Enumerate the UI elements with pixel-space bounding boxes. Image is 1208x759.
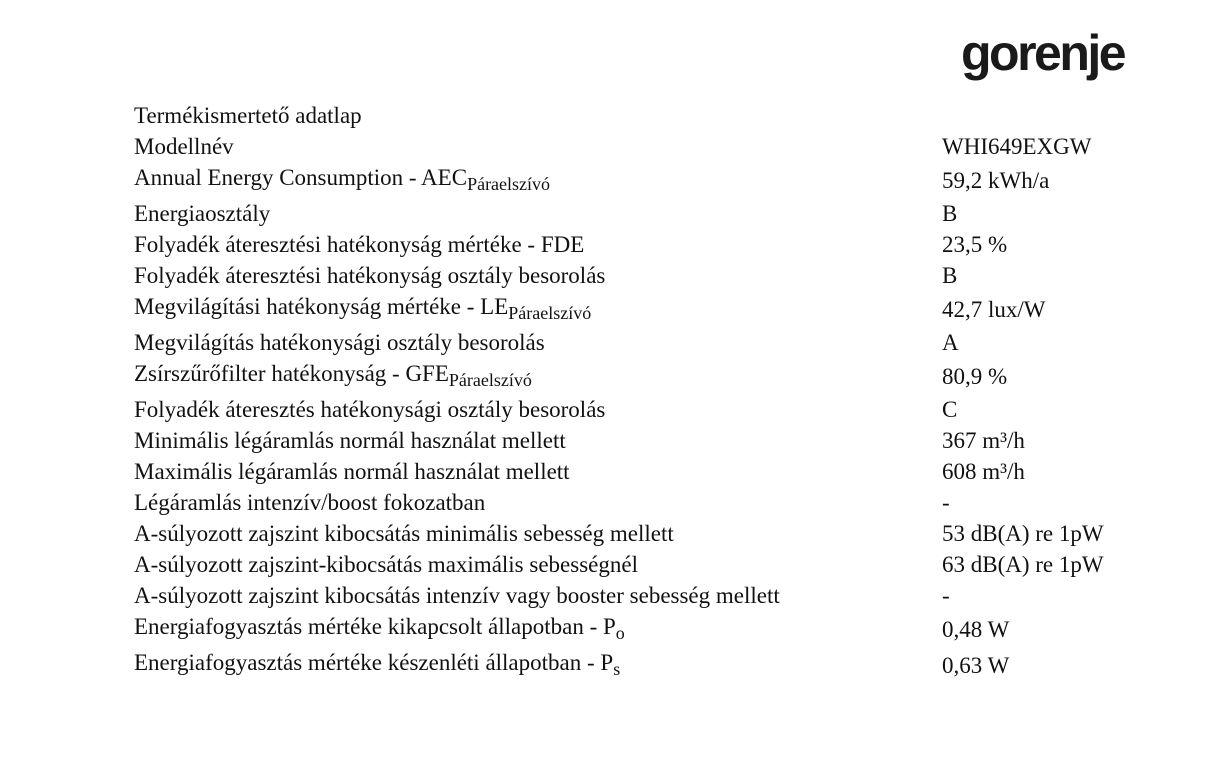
table-row <box>134 425 1174 456</box>
row-value: 53 dB(A) re 1pW <box>942 521 1104 546</box>
row-label <box>134 131 234 162</box>
row-value: - <box>942 583 950 608</box>
row-label-text: Folyadék áteresztés hatékonysági osztály besorolás <box>134 397 606 422</box>
table-row <box>134 198 1174 229</box>
row-value: 80,9 % <box>942 364 1008 389</box>
table-row <box>134 580 1174 611</box>
row-label <box>134 549 638 580</box>
table-row <box>134 327 1174 358</box>
row-value: - <box>942 490 950 515</box>
row-label <box>134 611 625 642</box>
row-value: 42,7 lux/W <box>942 297 1046 322</box>
table-row <box>134 647 1174 683</box>
brand-logo: gorenje <box>961 25 1125 81</box>
row-label-text: A-súlyozott zajszint kibocsátás minimális sebesség mellett <box>134 521 674 546</box>
row-value: B <box>942 201 958 226</box>
row-value: A <box>942 330 959 355</box>
row-label-subscript: Páraelszívó <box>448 370 532 390</box>
row-value: 0,63 W <box>942 653 1010 678</box>
row-label <box>134 198 270 229</box>
row-value: 59,2 kWh/a <box>942 168 1050 193</box>
row-label <box>134 291 591 322</box>
table-row <box>134 260 1174 291</box>
table-row <box>134 229 1174 260</box>
table-row <box>134 611 1174 647</box>
row-label-text: Légáramlás intenzív/boost fokozatban <box>134 490 486 515</box>
row-value: C <box>942 397 958 422</box>
row-label-subscript: s <box>613 659 621 679</box>
sheet-title: Termékismertető adatlap <box>134 103 362 128</box>
table-row <box>134 291 1174 327</box>
row-label-text: Energiafogyasztás mértéke kikapcsolt állapotban - P <box>134 614 616 639</box>
row-label-text: Zsírszűrőfilter hatékonyság - GFE <box>134 361 449 386</box>
row-value: 23,5 % <box>942 232 1008 257</box>
product-info-table <box>134 131 1174 683</box>
row-label-text: Folyadék áteresztési hatékonyság osztály besorolás <box>134 263 606 288</box>
row-label-text: Megvilágítás hatékonysági osztály besorolás <box>134 330 545 355</box>
row-label <box>134 327 545 358</box>
row-label <box>134 425 566 456</box>
row-label-subscript: Páraelszívó <box>508 303 592 323</box>
row-label-text: Minimális légáramlás normál használat mellett <box>134 428 566 453</box>
row-label-text: A-súlyozott zajszint kibocsátás intenzív vagy booster sebesség mellett <box>134 583 780 608</box>
row-value: 367 m³/h <box>942 428 1025 453</box>
row-label-text: Modellnév <box>134 134 234 159</box>
row-label <box>134 162 550 193</box>
table-row <box>134 394 1174 425</box>
table-row <box>134 549 1174 580</box>
table-row <box>134 162 1174 198</box>
table-row <box>134 456 1174 487</box>
table-row <box>134 518 1174 549</box>
row-label <box>134 229 584 260</box>
row-label-subscript: Páraelszívó <box>467 174 551 194</box>
row-value: WHI649EXGW <box>942 134 1092 159</box>
row-label <box>134 647 620 678</box>
row-value: 0,48 W <box>942 617 1010 642</box>
row-label <box>134 394 605 425</box>
row-label <box>134 487 485 518</box>
row-label-text: Folyadék áteresztési hatékonyság mértéke - FDE <box>134 232 585 257</box>
row-label-text: A-súlyozott zajszint-kibocsátás maximális sebességnél <box>134 552 638 577</box>
row-label <box>134 260 605 291</box>
row-label-text: Annual Energy Consumption - AEC <box>134 165 468 190</box>
row-label-text: Megvilágítási hatékonyság mértéke - LE <box>134 294 509 319</box>
row-value: 63 dB(A) re 1pW <box>942 552 1104 577</box>
row-label-subscript: o <box>615 623 625 643</box>
row-label <box>134 518 674 549</box>
row-label <box>134 456 570 487</box>
row-label-text: Energiaosztály <box>134 201 271 226</box>
table-row <box>134 131 1174 162</box>
row-label <box>134 580 780 611</box>
row-label-text: Energiafogyasztás mértéke készenléti állapotban - P <box>134 650 614 675</box>
row-value: B <box>942 263 958 288</box>
row-value: 608 m³/h <box>942 459 1025 484</box>
row-label-text: Maximális légáramlás normál használat mellett <box>134 459 570 484</box>
table-row <box>134 487 1174 518</box>
table-row <box>134 358 1174 394</box>
row-label <box>134 358 532 389</box>
